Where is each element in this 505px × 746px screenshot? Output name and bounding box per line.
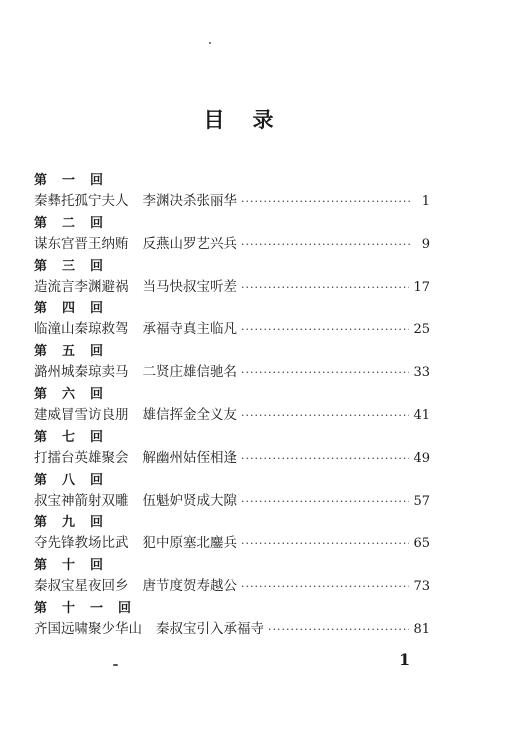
chapter-heading-char: 回 (90, 429, 104, 445)
chapter-heading-char: 六 (62, 386, 76, 402)
chapter-heading-char: 七 (62, 429, 76, 445)
toc-entry (34, 171, 430, 214)
chapter-page-number: 17 (413, 279, 430, 295)
chapter-title-line (34, 575, 430, 597)
dot-leader (241, 277, 409, 299)
chapter-page-number: 9 (421, 236, 430, 252)
chapter-heading-char: 第 (34, 515, 48, 531)
chapter-heading-char: 第 (34, 173, 48, 188)
chapter-page-number: 81 (413, 621, 430, 637)
toc-entry (34, 257, 430, 300)
toc-entry (34, 299, 430, 342)
chapter-title-second-half: 当马快叔宝听差 (142, 278, 237, 295)
chapter-heading (34, 428, 430, 447)
chapter-heading-char: 第 (34, 600, 48, 616)
table-of-contents (34, 171, 430, 642)
chapter-heading-char: 回 (90, 344, 104, 360)
chapter-heading (34, 471, 430, 490)
chapter-heading-char: 九 (62, 515, 76, 531)
dot-leader (241, 362, 409, 384)
chapter-title-line (34, 318, 430, 340)
chapter-heading-char: 第 (34, 344, 48, 360)
chapter-page-number: 73 (413, 579, 430, 595)
dot-leader (241, 533, 409, 555)
chapter-title-second-half: 李渊决杀张丽华 (142, 193, 237, 209)
toc-entry (34, 556, 430, 599)
dot-leader (241, 191, 412, 213)
dot-leader (241, 319, 409, 341)
toc-entry (34, 214, 430, 257)
chapter-heading-char: 回 (90, 515, 104, 531)
chapter-heading-char: 一 (62, 173, 76, 188)
toc-entry (34, 342, 430, 385)
dot-leader (241, 405, 409, 427)
chapter-heading-char: 回 (90, 173, 104, 188)
print-speck (209, 42, 211, 44)
dot-leader (241, 491, 409, 513)
chapter-title-line (34, 361, 430, 383)
dot-leader (241, 448, 409, 470)
chapter-title-line (34, 532, 430, 554)
toc-entry (34, 471, 430, 514)
chapter-title-second-half: 犯中原塞北鏖兵 (142, 535, 237, 552)
page-title: 目录 (203, 108, 302, 132)
chapter-heading-char: 十 (62, 558, 76, 574)
chapter-heading (34, 171, 430, 190)
toc-entry (34, 385, 430, 428)
toc-entry (34, 599, 430, 642)
chapter-title-first-half: 建威冒雪访良朋 (34, 406, 129, 423)
chapter-title-first-half: 秦叔宝星夜回乡 (34, 578, 129, 595)
chapter-title-second-half: 承福寺真主临凡 (142, 321, 237, 338)
chapter-heading-char: 第 (34, 258, 48, 274)
chapter-heading-char: 四 (62, 301, 76, 317)
chapter-heading (34, 556, 430, 575)
chapter-title-second-half: 秦叔宝引入承福寺 (156, 620, 264, 637)
chapter-title-first-half: 临潼山秦琼救驾 (34, 321, 129, 338)
chapter-title-line (34, 190, 430, 212)
chapter-title-first-half: 潞州城秦琼卖马 (34, 364, 129, 381)
chapter-heading (34, 342, 430, 361)
chapter-heading-char: 回 (90, 558, 104, 574)
dot-leader (241, 234, 412, 256)
chapter-title-first-half: 叔宝神箭射双雕 (34, 492, 129, 509)
chapter-heading-char: 回 (90, 386, 104, 402)
chapter-heading (34, 257, 430, 276)
print-speck (113, 664, 118, 666)
chapter-heading (34, 513, 430, 532)
chapter-title-second-half: 二贤庄雄信驰名 (142, 364, 237, 381)
chapter-title-first-half: 谋东宫晋王纳贿 (34, 235, 129, 252)
chapter-title-second-half: 反燕山罗艺兴兵 (142, 235, 237, 252)
chapter-title-first-half: 造流言李渊避祸 (34, 278, 129, 295)
toc-entry (34, 513, 430, 556)
chapter-title-line (34, 404, 430, 426)
chapter-title-line (34, 233, 430, 255)
chapter-heading-char: 第 (34, 472, 48, 488)
chapter-heading (34, 599, 430, 618)
chapter-page-number: 41 (413, 407, 430, 423)
chapter-page-number: 49 (413, 450, 430, 466)
chapter-heading-char: 一 (90, 600, 104, 616)
chapter-title-line (34, 447, 430, 469)
chapter-title-line (34, 490, 430, 512)
chapter-heading-char: 十 (62, 600, 76, 616)
chapter-heading-char: 回 (90, 258, 104, 274)
chapter-heading-char: 三 (62, 258, 76, 274)
chapter-heading-char: 回 (90, 301, 104, 317)
chapter-page-number: 65 (413, 536, 430, 552)
chapter-heading-char: 第 (34, 386, 48, 402)
chapter-title-line (34, 276, 430, 298)
chapter-heading-char: 第 (34, 301, 48, 317)
chapter-title-second-half: 伍魁妒贤成大隙 (142, 492, 237, 509)
chapter-heading (34, 299, 430, 318)
chapter-title-first-half: 秦彝托孤宁夫人 (34, 193, 129, 209)
chapter-heading-char: 二 (62, 215, 76, 231)
chapter-heading-char: 八 (62, 472, 76, 488)
chapter-heading-char: 回 (90, 215, 104, 231)
chapter-page-number: 25 (413, 322, 430, 338)
chapter-heading-char: 第 (34, 215, 48, 231)
chapter-title-first-half: 夺先锋教场比武 (34, 535, 129, 552)
chapter-heading-char: 回 (118, 600, 132, 616)
chapter-heading-char: 第 (34, 429, 48, 445)
chapter-heading-char: 回 (90, 472, 104, 488)
chapter-title-first-half: 齐国远啸聚少华山 (34, 620, 142, 637)
chapter-page-number: 1 (421, 194, 430, 209)
dot-leader (241, 576, 409, 598)
chapter-title-second-half: 解幽州姑侄相逢 (142, 449, 237, 466)
toc-entry (34, 428, 430, 471)
chapter-title-first-half: 打擂台英雄聚会 (34, 449, 129, 466)
chapter-title-second-half: 雄信挥金全义友 (142, 406, 237, 423)
dot-leader (268, 619, 409, 641)
page-number: 1 (399, 650, 411, 669)
chapter-title-line (34, 618, 430, 640)
chapter-heading (34, 385, 430, 404)
chapter-heading (34, 214, 430, 233)
chapter-page-number: 57 (413, 493, 430, 509)
chapter-page-number: 33 (413, 365, 430, 381)
chapter-heading-char: 五 (62, 344, 76, 360)
chapter-title-second-half: 唐节度贺寿越公 (142, 578, 237, 595)
chapter-heading-char: 第 (34, 558, 48, 574)
